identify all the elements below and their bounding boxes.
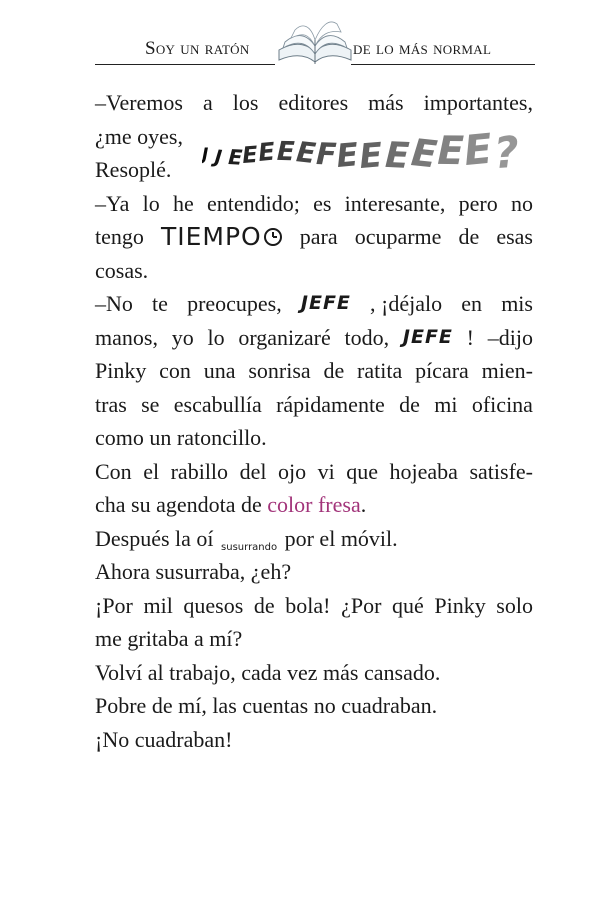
text-line xyxy=(95,689,533,723)
text-line xyxy=(95,287,533,321)
text-word: entendido; xyxy=(207,190,300,216)
yell-letter: E xyxy=(384,134,411,178)
text-line xyxy=(95,622,533,656)
yell-letter: E xyxy=(461,124,495,176)
text-word: más xyxy=(368,90,404,115)
text-word: de xyxy=(323,358,345,383)
text-word: Pinky xyxy=(95,358,147,383)
header-right-title xyxy=(353,38,491,60)
text-word: ¡Por xyxy=(95,592,133,618)
text-line xyxy=(95,321,533,355)
text-word: –No xyxy=(95,291,133,316)
text-word: pero xyxy=(458,190,498,216)
text-word: es xyxy=(313,190,332,216)
text-word: para xyxy=(299,224,338,249)
text-run: ¡No cuadraban! xyxy=(95,726,233,752)
text-word: escabullía xyxy=(173,391,262,417)
text-word: tras xyxy=(95,391,127,417)
yell-letter: F xyxy=(315,137,338,173)
text-line xyxy=(95,589,533,623)
text-word: preocupes, xyxy=(187,291,282,316)
text-word: no xyxy=(510,190,533,216)
text-line xyxy=(95,555,533,589)
yell-letter: E xyxy=(437,128,465,175)
header-rule-left xyxy=(95,64,275,65)
text-word: interesante, xyxy=(344,190,446,216)
yell-letter: E xyxy=(256,136,277,167)
text-run: como un ratoncillo. xyxy=(95,425,267,450)
text-word: ojo xyxy=(277,458,307,484)
text-run: ¿me oyes, xyxy=(95,123,183,149)
running-header xyxy=(95,12,535,72)
text-word: vi xyxy=(317,458,335,484)
page-body xyxy=(95,86,533,756)
text-run: Ahora susurraba, ¿eh? xyxy=(95,559,292,584)
text-word: que xyxy=(346,458,379,484)
text-word: ocuparme xyxy=(354,224,442,249)
text-word: de xyxy=(399,391,420,417)
susurrando-small-text: susurrando xyxy=(221,541,278,553)
text-word: mien- xyxy=(481,358,533,383)
text-line xyxy=(95,723,533,757)
yell-letter: E xyxy=(409,130,440,177)
text-word: he xyxy=(173,190,194,216)
text-word: del xyxy=(239,458,267,484)
text-line xyxy=(95,254,533,288)
text-run: cosas. xyxy=(95,257,149,283)
text-word: rápidamente xyxy=(276,391,385,417)
text-line xyxy=(95,421,533,455)
color-fresa-text: color fresa xyxy=(267,492,361,517)
text-line xyxy=(95,120,533,154)
text-run: me gritaba a mí? xyxy=(95,626,243,651)
text-run: por el móvil. xyxy=(279,525,398,551)
yell-letter: E xyxy=(357,135,384,177)
text-word: –dijo xyxy=(487,324,533,350)
header-left-text: Soy un ratón xyxy=(145,38,250,59)
text-word: , ¡déjalo xyxy=(370,291,443,316)
yell-letter: E xyxy=(276,136,296,168)
text-word: los xyxy=(232,90,259,115)
open-book-icon xyxy=(273,12,357,70)
header-left-title xyxy=(145,38,250,60)
text-word: rabillo xyxy=(170,458,229,484)
text-word: editores xyxy=(278,90,349,115)
text-word: manos, xyxy=(95,324,158,350)
text-word: ratita xyxy=(357,358,403,383)
text-word: bola! xyxy=(285,592,331,618)
text-word: qué xyxy=(391,592,424,618)
text-line xyxy=(95,187,533,221)
yell-letter: E xyxy=(227,145,243,170)
text-word: Con xyxy=(95,458,132,484)
text-run: . xyxy=(360,492,367,517)
text-word: te xyxy=(152,291,168,316)
yell-letter: E xyxy=(241,141,259,169)
clock-icon xyxy=(263,227,283,247)
text-line xyxy=(95,455,533,489)
text-word: satisfe- xyxy=(469,458,533,484)
text-word: lo xyxy=(207,324,225,350)
header-rule-right xyxy=(351,64,535,65)
text-word: de xyxy=(253,592,275,618)
text-word: –Ya xyxy=(95,190,130,216)
text-run: cha su agendota de xyxy=(95,492,268,517)
yell-letter: E xyxy=(334,135,360,175)
text-word: ¿Por xyxy=(341,592,382,618)
text-word: el xyxy=(143,458,160,484)
text-line xyxy=(95,388,533,422)
text-word: solo xyxy=(496,592,533,618)
text-word: tengo xyxy=(95,224,144,249)
text-word: yo xyxy=(171,324,194,350)
text-word: todo, xyxy=(344,324,390,350)
text-word: –Veremos xyxy=(95,90,183,115)
text-word: oficina xyxy=(471,391,533,417)
text-word: pícara xyxy=(415,358,469,383)
text-word: organizaré xyxy=(238,324,331,350)
text-word: importantes, xyxy=(423,90,533,115)
text-word: mil xyxy=(143,592,173,618)
text-line xyxy=(95,354,533,388)
text-word: mi xyxy=(434,391,458,417)
text-word: lo xyxy=(142,190,160,216)
text-line xyxy=(95,86,533,120)
text-word: ! xyxy=(466,324,474,350)
jefe-word: JEFE xyxy=(300,292,351,314)
text-word: de xyxy=(458,224,480,249)
header-right-text: de lo más normal xyxy=(353,38,492,59)
tiempo-text: TIEMPO xyxy=(160,222,262,251)
text-word: hojeaba xyxy=(389,458,458,484)
yell-letter: J xyxy=(213,147,223,169)
text-line xyxy=(95,522,533,556)
yell-letter: J xyxy=(202,145,209,165)
text-run: Resoplé. xyxy=(95,157,172,182)
tiempo-word xyxy=(161,220,283,254)
text-run: Después la oí xyxy=(95,525,220,551)
text-word: una xyxy=(203,358,236,383)
text-line xyxy=(95,153,533,187)
jefe-word: JEFE xyxy=(402,325,453,348)
text-word: Pinky xyxy=(434,592,486,618)
yell-letter: E xyxy=(294,135,318,171)
text-word: esas xyxy=(496,224,533,249)
text-word: quesos xyxy=(183,592,244,618)
text-line xyxy=(95,220,533,254)
yell-letter: ? xyxy=(492,127,521,180)
text-line xyxy=(95,656,533,690)
text-run: Volví al trabajo, cada vez más cansado. xyxy=(95,659,441,685)
text-word: en xyxy=(461,291,483,316)
text-word: sonrisa xyxy=(248,358,311,383)
text-word: mis xyxy=(501,291,533,316)
text-word: se xyxy=(141,391,160,417)
text-word: a xyxy=(203,90,213,115)
text-word: con xyxy=(159,358,191,383)
text-run: Pobre de mí, las cuentas no cuadraban. xyxy=(95,693,438,718)
text-line xyxy=(95,488,533,522)
